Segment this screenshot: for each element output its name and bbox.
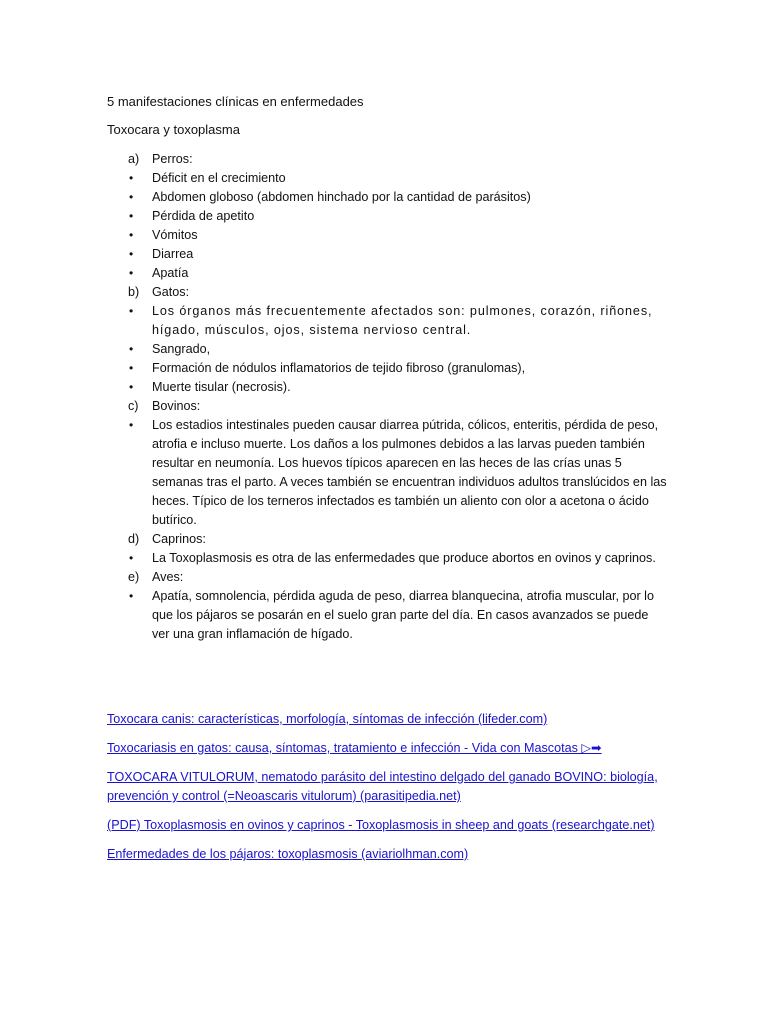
list-item-text: Sangrado, (152, 342, 211, 356)
list-item (107, 264, 667, 283)
list-item-text: Pérdida de apetito (152, 209, 255, 223)
bullet-icon: • (129, 551, 134, 565)
bullet-icon: • (129, 361, 134, 375)
list-item (107, 378, 667, 397)
symptom-list (107, 150, 667, 644)
list-item (107, 207, 667, 226)
link-vida-con-mascotas[interactable]: Toxocariasis en gatos: causa, síntomas, tratamiento e infección - Vida con Mascotas ▷➡ (107, 741, 602, 755)
list-item (107, 169, 667, 188)
bullet-icon: • (129, 304, 134, 318)
list-item-text: Déficit en el crecimiento (152, 171, 286, 185)
list-item (107, 226, 667, 245)
list-item (107, 416, 667, 530)
list-item-aves (107, 568, 667, 587)
list-item-text: Apatía, somnolencia, pérdida aguda de peso, diarrea blanquecina, atrofia muscular, por lo que los pájaros se posarán en el suelo gran parte del día. En casos avanzados se puede ver una gran inflamación de hígado. (152, 589, 654, 641)
list-item-text: Diarrea (152, 247, 194, 261)
list-item-text: Los órganos más frecuentemente afectados son: pulmones, corazón, riñones, hígado, músculos, ojos, sistema nervioso central. (152, 304, 653, 337)
list-item-text: Aves: (152, 570, 184, 584)
list-item (107, 245, 667, 264)
list-item-text: Abdomen globoso (abdomen hinchado por la cantidad de parásitos) (152, 190, 531, 204)
list-item-text: Caprinos: (152, 532, 206, 546)
list-marker: c) (128, 399, 139, 413)
list-item-text: Apatía (152, 266, 189, 280)
bullet-icon: • (129, 589, 134, 603)
list-item-text: Formación de nódulos inflamatorios de tejido fibroso (granulomas), (152, 361, 526, 375)
link-lifeder[interactable]: Toxocara canis: características, morfología, síntomas de infección (lifeder.com) (107, 712, 548, 726)
bullet-icon: • (129, 380, 134, 394)
list-item-text: Gatos: (152, 285, 190, 299)
document-subtitle: Toxocara y toxoplasma (107, 122, 240, 137)
list-item (107, 188, 667, 207)
list-item-caprinos (107, 530, 667, 549)
bullet-icon: • (129, 418, 134, 432)
link-aviariolhman[interactable]: Enfermedades de los pájaros: toxoplasmosis (aviariolhman.com) (107, 847, 469, 861)
bullet-icon: • (129, 171, 134, 185)
list-item-bovinos (107, 397, 667, 416)
bullet-icon: • (129, 342, 134, 356)
list-item (107, 340, 667, 359)
bullet-icon: • (129, 209, 134, 223)
list-item (107, 549, 667, 568)
link-parasitipedia[interactable]: TOXOCARA VITULORUM, nematodo parásito del intestino delgado del ganado BOVINO: biología, prevención y control (=Neoascaris vitulorum) (parasitipedia.net) (107, 770, 658, 803)
bullet-icon: • (129, 247, 134, 261)
list-marker: b) (128, 285, 140, 299)
list-item-text: Los estadios intestinales pueden causar diarrea pútrida, cólicos, enteritis, pérdida de peso, atrofia e incluso muerte. Los daños a los pulmones debidos a las larvas pueden también resultar en neumonía. Los huevos típicos aparecen en las heces de las crías unas 5 semanas tras el parto. A veces también se encuentran individuos adultos translúcidos en las heces. Típico de los terneros infectados es también un aliento con olor a acetona o ácido butírico. (152, 418, 667, 527)
bullet-icon: • (129, 228, 134, 242)
list-item (107, 359, 667, 378)
bullet-icon: • (129, 190, 134, 204)
list-item-gatos (107, 283, 667, 302)
list-item-text: Muerte tisular (necrosis). (152, 380, 291, 394)
list-item-text: Bovinos: (152, 399, 201, 413)
list-item (107, 587, 667, 644)
document-title: 5 manifestaciones clínicas en enfermedades (107, 94, 364, 109)
link-researchgate[interactable]: (PDF) Toxoplasmosis en ovinos y caprinos - Toxoplasmosis in sheep and goats (researchgate.net) (107, 818, 655, 832)
list-marker: e) (128, 570, 140, 584)
list-item-text: Perros: (152, 152, 193, 166)
list-marker: d) (128, 532, 140, 546)
list-item (107, 302, 667, 340)
list-item-text: La Toxoplasmosis es otra de las enfermedades que produce abortos en ovinos y caprinos. (152, 551, 656, 565)
list-item-perros (107, 150, 667, 169)
bullet-icon: • (129, 266, 134, 280)
list-item-text: Vómitos (152, 228, 198, 242)
list-marker: a) (128, 152, 140, 166)
reference-links (107, 710, 667, 874)
